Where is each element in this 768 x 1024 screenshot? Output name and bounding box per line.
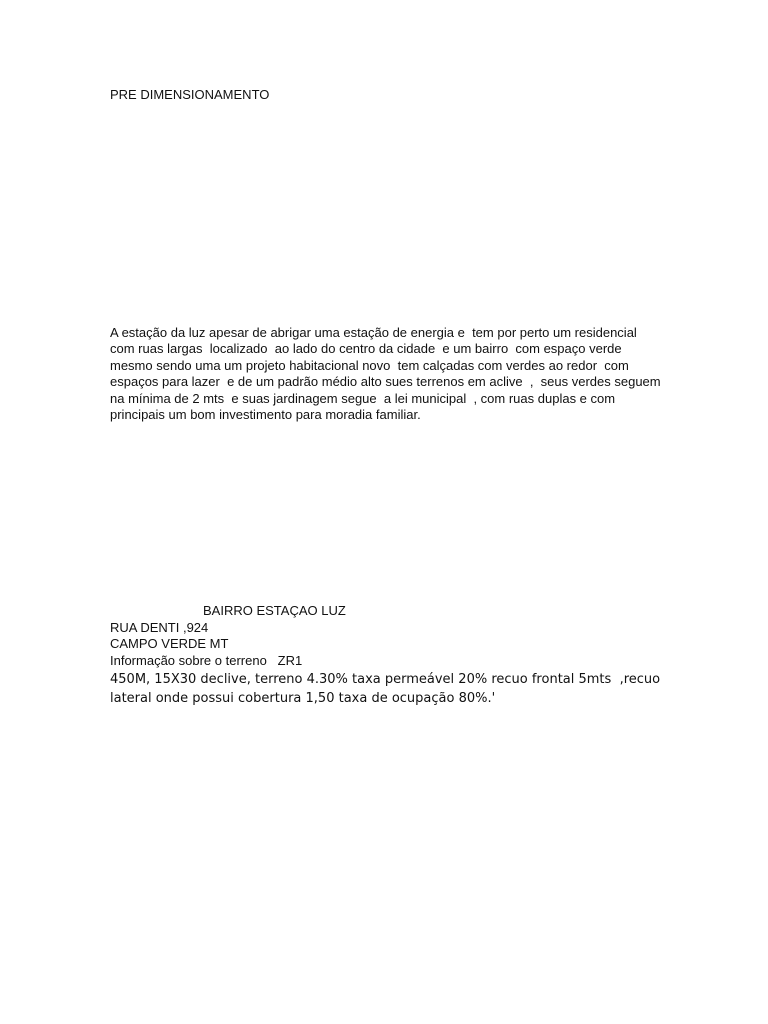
- lot-info: Informação sobre o terreno ZR1: [110, 652, 303, 668]
- document-title: PRE DIMENSIONAMENTO: [110, 87, 270, 102]
- description-line: na mínima de 2 mts e suas jardinagem segue a lei municipal , com ruas duplas e com: [110, 390, 616, 406]
- description-line: A estação da luz apesar de abrigar uma estação de energia e tem por perto um residencial: [110, 325, 637, 340]
- description-line: principais um bom investimento para moradia familiar.: [110, 407, 421, 423]
- description-line: espaços para lazer e de um padrão médio alto sues terrenos em aclive , seus verdes seguem: [110, 374, 661, 390]
- city-name: CAMPO VERDE MT: [110, 636, 229, 651]
- location-block: [110, 603, 670, 669]
- description-line: mesmo sendo uma um projeto habitacional novo tem calçadas com verdes ao redor com: [110, 357, 629, 373]
- lot-specs: [110, 670, 670, 708]
- specs-line: 450M, 15X30 declive, terreno 4.30% taxa permeável 20% recuo frontal 5mts ,recuo: [110, 672, 661, 687]
- description-paragraph: [110, 325, 670, 423]
- street-address: RUA DENTI ,924: [110, 619, 209, 635]
- neighborhood-heading: BAIRRO ESTAÇAO LUZ: [203, 603, 346, 618]
- description-line: com ruas largas localizado ao lado do centro da cidade e um bairro com espaço verde: [110, 341, 622, 357]
- specs-line: lateral onde possui cobertura 1,50 taxa de ocupação 80%.': [110, 691, 496, 706]
